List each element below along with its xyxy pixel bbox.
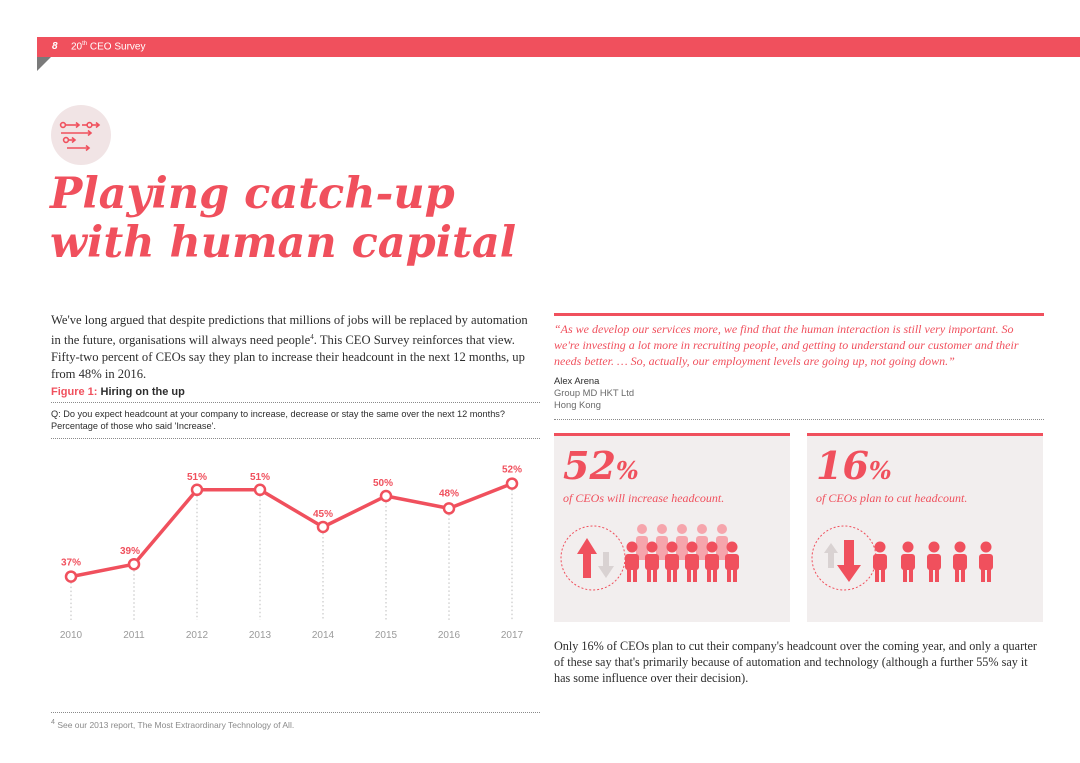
data-point-2013[interactable] bbox=[255, 485, 265, 495]
data-label-2017: 52% bbox=[501, 464, 523, 476]
data-label-2012: 51% bbox=[186, 471, 208, 483]
footnote-link[interactable]: The Most Extraordinary Technology of All. bbox=[137, 719, 295, 730]
stat-caption: of CEOs will increase headcount. bbox=[563, 491, 725, 505]
data-point-2011[interactable] bbox=[129, 559, 139, 569]
data-label-2010: 37% bbox=[60, 557, 82, 569]
x-tick-2016: 2016 bbox=[437, 630, 461, 641]
x-tick-2015: 2015 bbox=[374, 630, 398, 641]
data-point-2012[interactable] bbox=[192, 485, 202, 495]
data-label-2015: 50% bbox=[372, 478, 394, 489]
stat-card-cut bbox=[807, 433, 1043, 622]
intro-paragraph: We've long argued that despite predictions that millions of jobs will be replaced by automation in the future, organisations will always need people$^4$. This CEO Survey reinforces that view. Fifty-two percent of CEOs say they plan to increase their headcount in the next 12 months, up from 48% in 2016. bbox=[51, 313, 528, 382]
data-point-2015[interactable] bbox=[381, 491, 391, 501]
x-tick-2014: 2014 bbox=[311, 630, 335, 641]
figure-title: Hiring on the up bbox=[100, 386, 185, 398]
quote-attribution bbox=[554, 375, 634, 411]
x-tick-2011: 2011 bbox=[123, 630, 145, 641]
page-fold bbox=[37, 57, 51, 71]
figure-heading bbox=[51, 386, 185, 398]
stat-card-increase bbox=[554, 433, 790, 622]
data-label-2011: 39% bbox=[119, 546, 141, 558]
data-point-2010[interactable] bbox=[66, 572, 76, 582]
arrows-flow-icon bbox=[51, 105, 111, 165]
stat-caption: of CEOs plan to cut headcount. bbox=[816, 491, 968, 505]
quote-bar bbox=[554, 313, 1044, 316]
quote-location: Hong Kong bbox=[554, 399, 601, 410]
survey-title: 20th CEO Survey bbox=[71, 41, 146, 53]
footnote-ref[interactable]: 4 bbox=[310, 333, 314, 341]
x-tick-2012: 2012 bbox=[185, 630, 209, 641]
divider bbox=[554, 419, 1044, 420]
x-tick-2017: 2017 bbox=[500, 630, 524, 641]
data-label-2016: 48% bbox=[438, 488, 460, 500]
quote-name: Alex Arena bbox=[554, 375, 600, 386]
x-tick-2013: 2013 bbox=[248, 630, 272, 641]
page-number: 8 bbox=[52, 41, 58, 52]
header-bar bbox=[37, 37, 1080, 57]
x-tick-2010: 2010 bbox=[59, 630, 83, 641]
divider bbox=[51, 438, 540, 439]
data-point-2016[interactable] bbox=[444, 503, 454, 513]
quote-role: Group MD HKT Ltd bbox=[554, 387, 635, 398]
divider bbox=[51, 712, 540, 713]
data-label-2013: 51% bbox=[249, 471, 271, 483]
data-point-2014[interactable] bbox=[318, 522, 328, 532]
bottom-paragraph: Only 16% of CEOs plan to cut their company's headcount over the coming year, and only a quarter of these say that's primarily because of automation and technology (although a further 55% say it has some influence over their decision). bbox=[554, 639, 1037, 685]
divider bbox=[51, 402, 540, 403]
hiring-line-chart bbox=[40, 445, 540, 645]
title-line-2: with human capital bbox=[50, 218, 517, 268]
footnote: $^4$ See our 2013 report, The Most Extraordinary Technology of All. bbox=[51, 718, 295, 730]
figure-label: Figure 1: bbox=[51, 386, 98, 398]
data-point-2017[interactable] bbox=[507, 479, 517, 489]
decrease-people-icon bbox=[807, 516, 1043, 616]
page-title bbox=[50, 170, 516, 268]
quote-text: “As we develop our services more, we find that the human interaction is still very important. So we're investing a lot more in recruiting people, and getting to understand our customer and their needs better. … So, actually, our employment levels are going up, not going down.” bbox=[554, 322, 1019, 368]
stat-value: 16% bbox=[816, 443, 892, 488]
title-line-1: Playing catch-up bbox=[50, 169, 455, 219]
data-label-2014: 45% bbox=[312, 509, 334, 520]
increase-people-icon bbox=[554, 516, 790, 616]
section-icon bbox=[51, 105, 111, 165]
stat-value: 52% bbox=[563, 443, 639, 488]
figure-question: Q: Do you expect headcount at your company to increase, decrease or stay the same over the next 12 months? Percentage of those who said 'Increase'. bbox=[51, 409, 506, 431]
